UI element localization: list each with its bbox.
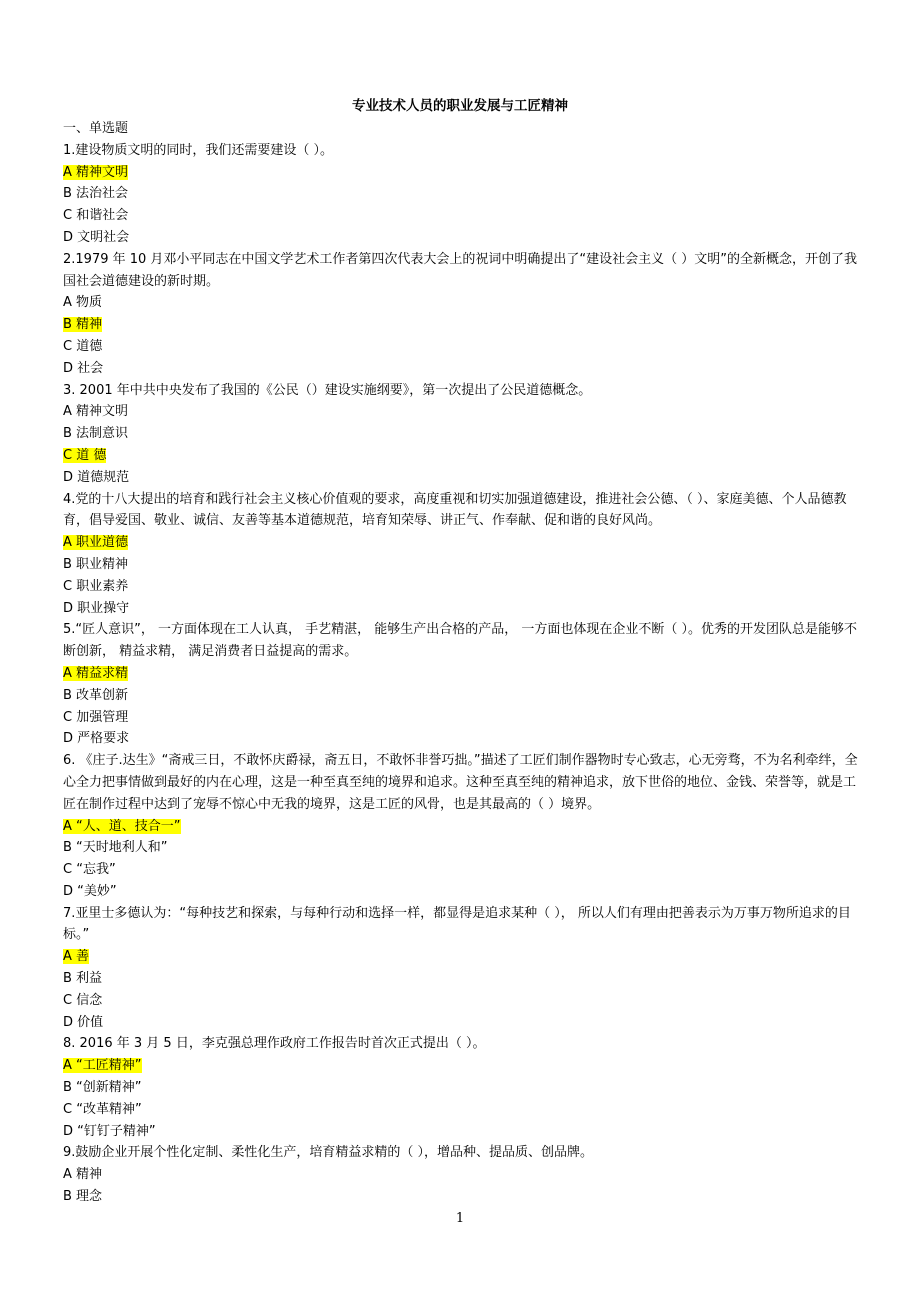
option-row — [63, 401, 863, 423]
option-row — [63, 1055, 863, 1077]
option-row — [63, 707, 863, 729]
option-row — [63, 1099, 863, 1121]
option-text: C “忘我” — [63, 862, 116, 878]
option-text: C 信念 — [63, 992, 103, 1008]
option-text: C 和谐社会 — [63, 208, 129, 224]
option-row — [63, 728, 863, 750]
option-row — [63, 1012, 863, 1034]
option-row — [63, 358, 863, 380]
option-row — [63, 968, 863, 990]
option-row — [63, 467, 863, 489]
option-text: D 严格要求 — [63, 731, 130, 747]
option-row — [63, 1121, 863, 1143]
option-row — [63, 423, 863, 445]
option-row — [63, 445, 863, 467]
option-row — [63, 685, 863, 707]
option-text: D 职业操守 — [63, 600, 130, 616]
option-text: B 法制意识 — [63, 426, 129, 442]
option-text: B 法治社会 — [63, 186, 129, 202]
option-row — [63, 881, 863, 903]
option-text: C “改革精神” — [63, 1101, 142, 1117]
answer-option-highlighted: C 道 德 — [63, 447, 107, 463]
option-row — [63, 205, 863, 227]
option-row — [63, 1077, 863, 1099]
question-text: 3. 2001 年中共中央发布了我国的《公民（）建设实施纲要》，第一次提出了公民道德概念。 — [63, 382, 592, 398]
option-row — [63, 946, 863, 968]
option-row — [63, 1164, 863, 1186]
answer-option-highlighted: A 善 — [63, 949, 90, 965]
document-title: 专业技术人员的职业发展与工匠精神 — [352, 98, 568, 114]
page-number: 1 — [455, 1211, 465, 1226]
option-text: B 理念 — [63, 1189, 103, 1205]
option-text: D “钉钉子精神” — [63, 1123, 156, 1139]
answer-option-highlighted: A 精益求精 — [63, 665, 129, 681]
option-row — [63, 598, 863, 620]
option-row — [63, 1186, 863, 1208]
option-text: B “天时地利人和” — [63, 840, 168, 856]
answer-option-highlighted: B 精神 — [63, 317, 103, 333]
option-row — [63, 837, 863, 859]
option-text: A 精神文明 — [63, 404, 129, 420]
option-row — [63, 227, 863, 249]
section-heading: 一、单选题 — [63, 121, 129, 136]
option-text: B 利益 — [63, 971, 103, 987]
option-text: C 加强管理 — [63, 709, 129, 725]
option-text: D 社会 — [63, 360, 104, 376]
question-text: 5.“匠人意识”， 一方面体现在工人认真， 手艺精湛， 能够生产出合格的产品， 一方面也体现在企业不断（ ）。优秀的开发团队总是能够不断创新， 精益求精， 满足消费者日益提高的需求。 — [63, 622, 858, 660]
option-row — [63, 816, 863, 838]
option-row — [63, 532, 863, 554]
option-text: D “美妙” — [63, 883, 117, 899]
option-text: D 道德规范 — [63, 469, 130, 485]
option-row — [63, 183, 863, 205]
option-row — [63, 336, 863, 358]
option-text: B 职业精神 — [63, 556, 129, 572]
option-text: D 文明社会 — [63, 229, 130, 245]
question-text: 1.建设物质文明的同时，我们还需要建设（ ）。 — [63, 142, 334, 158]
option-row — [63, 990, 863, 1012]
question-text: 8. 2016 年 3 月 5 日，李克强总理作政府工作报告时首次正式提出（ ）。 — [63, 1036, 486, 1052]
option-text: A 物质 — [63, 295, 103, 311]
question-list — [63, 118, 863, 1208]
option-row — [63, 554, 863, 576]
option-row — [63, 314, 863, 336]
option-text: B “创新精神” — [63, 1080, 142, 1096]
option-text: A 精神 — [63, 1167, 103, 1183]
option-row — [63, 576, 863, 598]
option-text: B 改革创新 — [63, 687, 129, 703]
option-text: C 道德 — [63, 338, 103, 354]
answer-option-highlighted: A “人、道、技合一” — [63, 818, 181, 834]
question-text: 9.鼓励企业开展个性化定制、柔性化生产，培育精益求精的（ ），增品种、提品质、创品牌。 — [63, 1145, 594, 1161]
option-row — [63, 162, 863, 184]
question-text: 7.亚里士多德认为：“每种技艺和探索，与每种行动和选择一样，都显得是追求某种（ ）， 所以人们有理由把善表示为万事万物所追求的目标。” — [63, 905, 851, 943]
question-text: 6. 《庄子.达生》“斋戒三日，不敢怀庆爵禄，斋五日，不敢怀非誉巧拙。”描述了工匠们制作器物时专心致志，心无旁骛，不为名利牵绊，全心全力把事情做到最好的内在心理，这是一种至真至纯的境界和追求。这种至真至纯的精神追求，放下世俗的地位、金钱、荣誉等，就是工匠在制作过程中达到了宠辱不惊心中无我的境界，这是工匠的风骨，也是其最高的（ ）境界。 — [63, 753, 858, 812]
answer-option-highlighted: A 精神文明 — [63, 164, 129, 180]
option-row — [63, 292, 863, 314]
option-row — [63, 859, 863, 881]
option-row — [63, 663, 863, 685]
option-text: D 价值 — [63, 1014, 104, 1030]
answer-option-highlighted: A 职业道德 — [63, 535, 129, 551]
question-text: 2.1979 年 10 月邓小平同志在中国文学艺术工作者第四次代表大会上的祝词中明确提出了“建设社会主义（ ）文明”的全新概念，开创了我国社会道德建设的新时期。 — [63, 251, 858, 289]
option-text: C 职业素养 — [63, 578, 129, 594]
answer-option-highlighted: A “工匠精神” — [63, 1058, 142, 1074]
question-text: 4.党的十八大提出的培育和践行社会主义核心价值观的要求，高度重视和切实加强道德建设，推进社会公德、（ ）、家庭美德、个人品德教育，倡导爱国、敬业、诚信、友善等基本道德规范，培育知荣辱、讲正气、作奉献、促和谐的良好风尚。 — [63, 491, 847, 529]
questions-container — [63, 140, 863, 1208]
